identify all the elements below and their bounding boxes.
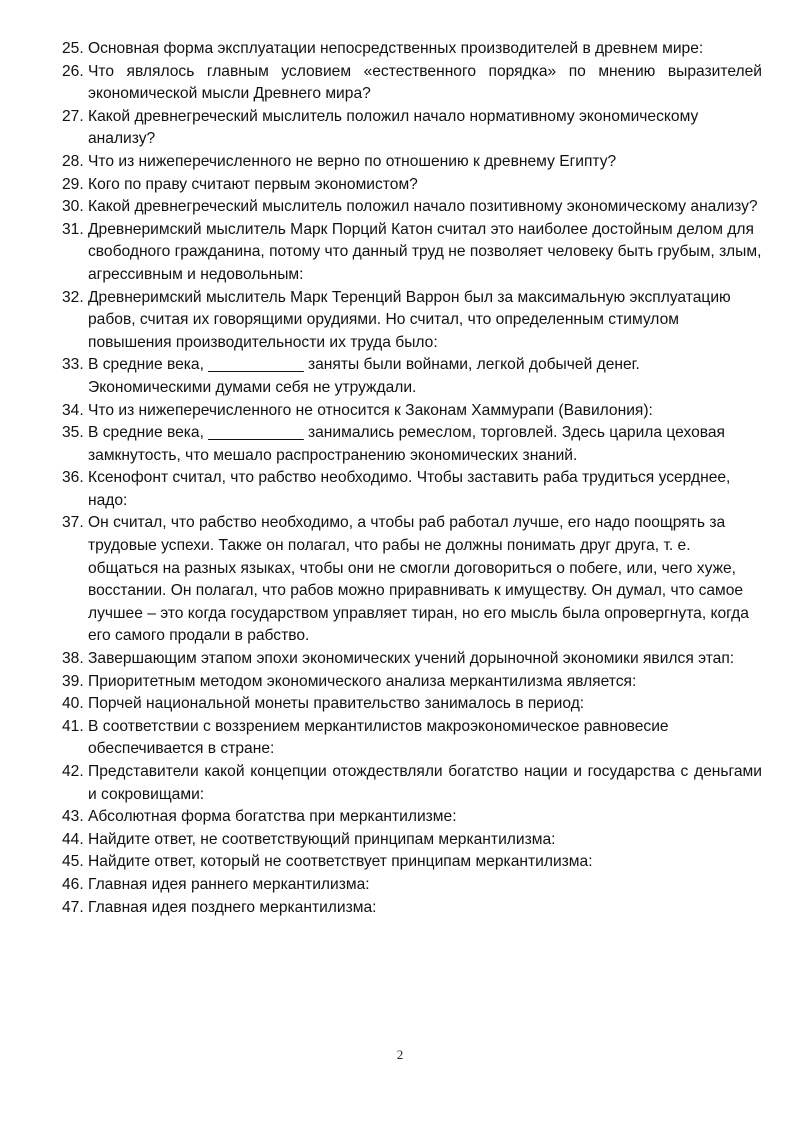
question-item — [62, 806, 762, 829]
question-text: В средние века, ___________ заняты были войнами, легкой добычей денег. Экономическими думами себя не утруждали. — [88, 356, 640, 396]
question-list — [62, 38, 762, 919]
question-number: 31. — [62, 220, 84, 238]
question-item — [62, 38, 762, 61]
question-number: 34. — [62, 401, 84, 419]
question-text: Приоритетным методом экономического анализа меркантилизма является: — [88, 672, 637, 690]
question-item — [62, 61, 762, 106]
question-text: Основная форма эксплуатации непосредственных производителей в древнем мире: — [88, 40, 704, 57]
question-number: 30. — [62, 198, 84, 216]
question-number: 46. — [62, 875, 84, 893]
question-item — [62, 897, 762, 920]
question-item — [62, 174, 762, 197]
question-text: Какой древнегреческий мыслитель положил начало позитивному экономическому анализу? — [88, 198, 758, 216]
question-item — [62, 874, 762, 897]
question-text: Найдите ответ, не соответствующий принципам меркантилизма: — [88, 830, 556, 848]
question-item — [62, 219, 762, 287]
question-item — [62, 648, 762, 671]
question-item — [62, 716, 762, 761]
question-number: 42. — [62, 763, 84, 780]
question-text: В соответствии с воззрением меркантилистов макроэкономическое равновесие обеспечивается в стране: — [88, 717, 669, 758]
question-number: 41. — [62, 717, 84, 735]
question-number: 44. — [62, 830, 84, 848]
question-item — [62, 671, 762, 694]
question-text: Ксенофонт считал, что рабство необходимо. Чтобы заставить раба трудиться усерднее, надо: — [88, 469, 731, 509]
question-text: Он считал, что рабство необходимо, а чтобы раб работал лучше, его надо поощрять за трудовые успехи. Также он полагал, что рабы не должны понимать друг друга, т. е. общаться на разных языках, чтобы они не смогли договориться о побеге, или, чего хуже, восстании. Он полагал, что рабов можно приравнивать к имуществу. Он думал, что самое лучшее – это когда государством управляет тиран, но его мысль была опровергнута, когда его самого продали в рабство. — [88, 514, 749, 645]
question-item — [62, 512, 762, 648]
question-item — [62, 422, 762, 467]
question-number: 40. — [62, 695, 84, 713]
question-text: Абсолютная форма богатства при меркантилизме: — [88, 808, 457, 826]
question-item — [62, 287, 762, 355]
question-number: 45. — [62, 853, 84, 871]
question-item — [62, 693, 762, 716]
question-number: 25. — [62, 40, 84, 57]
question-number: 32. — [62, 288, 84, 306]
question-text: Древнеримский мыслитель Марк Теренций Варрон был за максимальную эксплуатацию рабов, считая их говорящими орудиями. Но считал, что определенным стимулом повышения производительности их труда было: — [88, 288, 731, 351]
question-text: Что являлось главным условием «естественного порядка» по мнению выразителей экономической мысли Древнего мира? — [88, 62, 762, 103]
question-number: 29. — [62, 175, 84, 193]
question-item — [62, 196, 762, 219]
question-text: Порчей национальной монеты правительство занималось в период: — [88, 695, 585, 713]
question-number: 38. — [62, 650, 84, 668]
question-item — [62, 761, 762, 806]
question-text: Представители какой концепции отождествляли богатство нации и государства с деньгами и сокровищами: — [88, 763, 762, 803]
question-item — [62, 467, 762, 512]
question-text: Главная идея позднего меркантилизма: — [88, 898, 377, 916]
question-number: 35. — [62, 424, 84, 442]
question-text: Что из нижеперечисленного не верно по отношению к древнему Египту? — [88, 152, 617, 170]
question-number: 39. — [62, 672, 84, 690]
question-number: 37. — [62, 514, 84, 532]
question-item — [62, 354, 762, 399]
question-number: 47. — [62, 898, 84, 916]
question-text: Кого по праву считают первым экономистом? — [88, 175, 418, 193]
question-text: Найдите ответ, который не соответствует принципам меркантилизма: — [88, 853, 593, 871]
question-item — [62, 829, 762, 852]
question-text: Древнеримский мыслитель Марк Порций Катон считал это наиболее достойным делом для свободного гражданина, потому что данный труд не позволяет человеку быть грубым, злым, агрессивным и недовольным: — [88, 220, 762, 283]
question-text: Завершающим этапом эпохи экономических учений дорыночной экономики явился этап: — [88, 650, 735, 668]
question-number: 33. — [62, 356, 84, 374]
question-text: Что из нижеперечисленного не относится к Законам Хаммурапи (Вавилония): — [88, 401, 653, 419]
question-text: Главная идея раннего меркантилизма: — [88, 875, 370, 893]
question-number: 26. — [62, 62, 84, 80]
question-item — [62, 851, 762, 874]
question-text: В средние века, ___________ занимались ремеслом, торговлей. Здесь царила цеховая замкнутость, что мешало распространению экономических знаний. — [88, 424, 725, 464]
question-number: 27. — [62, 107, 84, 125]
question-number: 36. — [62, 469, 84, 487]
question-number: 28. — [62, 152, 84, 170]
question-number: 43. — [62, 808, 84, 826]
page-number: 2 — [396, 1047, 404, 1062]
question-item — [62, 400, 762, 423]
question-item — [62, 151, 762, 174]
question-item — [62, 106, 762, 151]
question-text: Какой древнегреческий мыслитель положил начало нормативному экономическому анализу? — [88, 107, 699, 148]
